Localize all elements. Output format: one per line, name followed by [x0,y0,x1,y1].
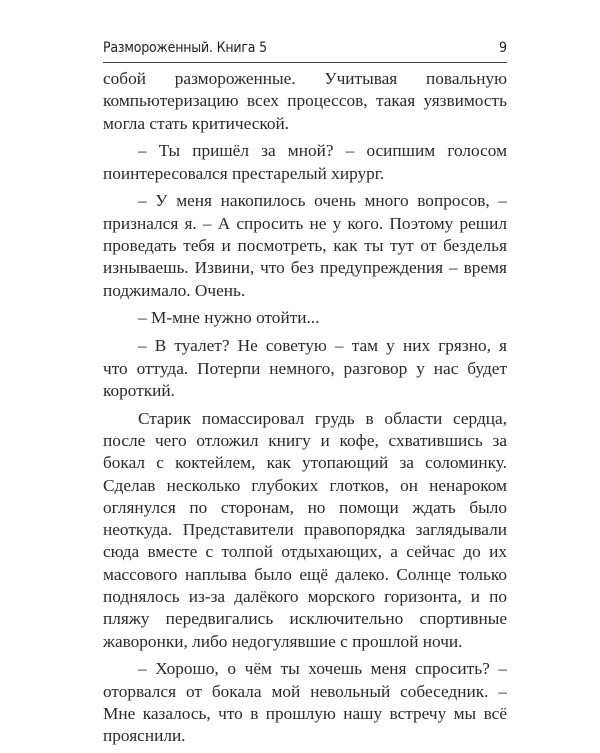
paragraph [103,658,507,747]
text-line: могла стать критической. [103,113,290,133]
text-line: компьютеризацию всех процессов, такая уязвимость [103,91,507,111]
paragraph [103,335,507,402]
text-line: жаворонки, либо недогулявшие с прошлой ночи. [103,631,463,651]
text-line: поджимало. Очень. [103,280,246,300]
text-line: короткий. [103,380,175,400]
text-line: бокал с коктейлем, как утопающий за соломинку. [103,453,507,473]
text-line: поднялось из-за далёкого морского горизонта, и по [103,587,507,607]
paragraph [103,307,507,329]
text-line: оторвался от бокала мой невольный собеседник. – [103,681,507,701]
text-line: признался я. – А спросить не у кого. Поэтому решил [103,213,507,233]
paragraph [103,140,507,185]
paragraph [103,190,507,301]
text-line: поинтересовался престарелый хирург. [103,163,385,183]
paragraph [103,68,507,135]
text-line: – В туалет? Не советую – там у них грязно, я [138,336,507,356]
text-line: – У меня накопилось очень много вопросов, – [138,191,507,211]
text-line: оглянулся по сторонам, но помощи ждать было [103,497,507,517]
text-line: – Ты пришёл за мной? – осипшим голосом [138,141,507,161]
book-title: Размороженный. Книга 5 [103,40,267,56]
running-header [103,38,507,63]
page-body-text [103,68,507,753]
paragraph [103,408,507,653]
text-line: что оттуда. Потерпи немного, разговор у нас будет [103,358,507,378]
page-number: 9 [498,40,507,56]
text-line: пляжу передвигались исключительно спортивные [103,609,507,629]
text-line: сюда вместе с толпой отдыхающих, а сейчас до их [103,542,507,562]
text-line: проведать тебя и посмотреть, как ты тут от безделья [103,236,507,256]
text-line: – М-мне нужно отойти... [138,308,320,328]
text-line: после чего отложил книгу и кофе, схватившись за [103,430,507,450]
text-line: Мне казалось, что в прошлую нашу встречу мы всё [103,704,507,724]
text-line: Сделав несколько глубоких глотков, он ненароком [103,475,507,495]
text-line: – Хорошо, о чём ты хочешь меня спросить? – [138,659,507,679]
text-line: собой размороженные. Учитывая повальную [103,69,507,88]
text-line: массового наплыва было ещё далеко. Солнце только [103,564,507,584]
text-line: Старик помассировал грудь в области сердца, [138,408,507,428]
text-line: неоткуда. Представители правопорядка заглядывали [103,520,507,540]
text-line: изнываешь. Извини, что без предупреждения – время [103,258,507,278]
text-line: прояснили. [103,726,186,746]
